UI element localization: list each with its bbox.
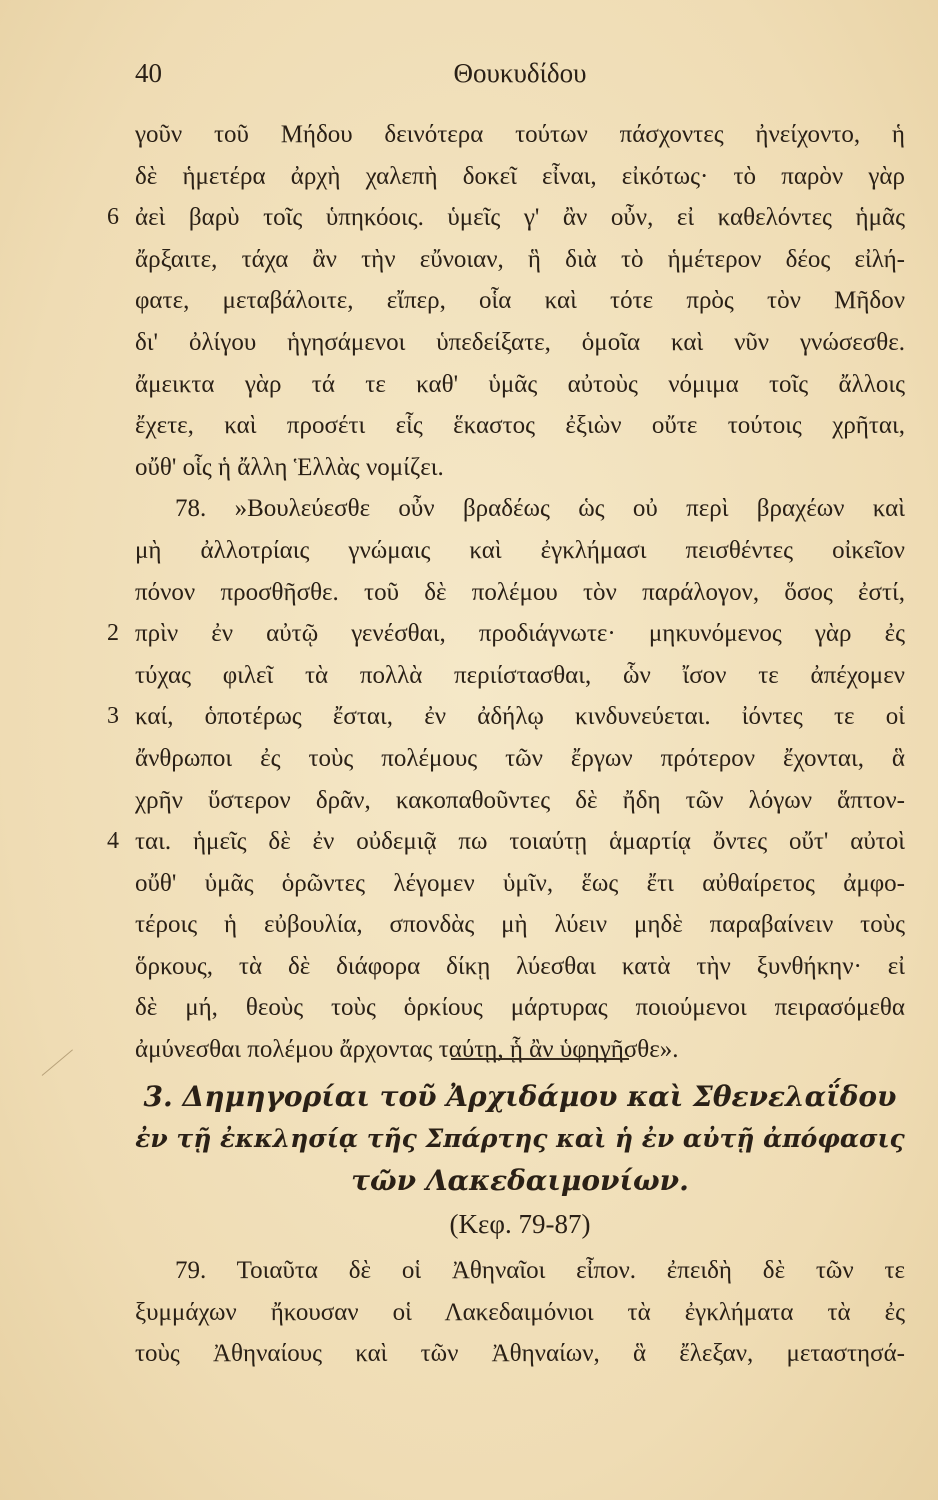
text-line [135,738,905,780]
line-text: οὔθ' ὑμᾶς ὁρῶντες λέγομεν ὑμῖν, ἕως ἔτι αὐθαίρετος ἀμφο- [135,869,905,897]
line-text: δὲ ἡμετέρα ἀρχὴ χαλεπὴ δοκεῖ εἶναι, εἰκότως· τὸ παρὸν γὰρ [135,162,905,190]
running-title: Θουκυδίδου [453,58,587,88]
text-line [107,696,905,738]
line-text: τέροις ἡ εὐβουλία, σπονδὰς μὴ λύειν μηδὲ παραβαίνειν τοὺς [135,911,905,939]
line-text: γοῦν τοῦ Μήδου δεινότερα τούτων πάσχοντες ἠνείχοντο, ἡ [135,121,905,148]
text-line [135,1292,905,1334]
text-line [135,1250,905,1292]
page-number: 40 [135,58,162,88]
text-line [135,863,905,905]
text-line [107,613,905,655]
line-text: φατε, μεταβάλοιτε, εἴπερ, οἷα καὶ τότε πρὸς τὸν Μῆδον [135,287,905,315]
line-text: οὔθ' οἷς ἡ ἄλλη Ἑλλὰς νομίζει. [135,453,444,481]
line-text: 79. Τοιαῦτα δὲ οἱ Ἀθηναῖοι εἶπον. ἐπειδὴ δὲ τῶν τε [175,1257,905,1284]
text-line [135,322,905,364]
text-line [135,946,905,988]
margin-section-number: 3 [107,703,119,730]
text-block-1 [107,114,905,1071]
line-text: τύχας φιλεῖ τὰ πολλὰ περιίστασθαι, ὧν ἴσον τε ἀπέχομεν [135,661,905,689]
line-text: ὅρκους, τὰ δὲ διάφορα δίκῃ λύεσθαι κατὰ τὴν ξυνθήκην· εἰ [135,952,905,980]
margin-section-number: 4 [107,828,119,855]
section-divider [451,1058,629,1060]
text-line [135,239,905,281]
line-text: καί, ὁποτέρως ἔσται, ἐν ἀδήλῳ κινδυνεύεται. ἰόντες τε οἱ [135,703,905,731]
text-line [135,655,905,697]
line-text: ἄνθρωποι ἐς τοὺς πολέμους τῶν ἔργων πρότερον ἔχονται, ἃ [135,744,905,772]
text-line [135,780,905,822]
line-text: ἔχετε, καὶ προσέτι εἷς ἕκαστος ἐξιὼν οὔτε τούτοις χρῆται, [135,412,905,440]
line-text: πρὶν ἐν αὐτῷ γενέσθαι, προδιάγνωτε· μηκυνόμενος γὰρ ἐς [135,620,905,648]
line-text: ται. ἡμεῖς δὲ ἐν οὐδεμιᾷ πω τοιαύτῃ ἁμαρτίᾳ ὄντες οὔτ' αὐτοὶ [135,828,905,856]
text-line [107,197,905,239]
line-text: ξυμμάχων ἤκουσαν οἱ Λακεδαιμόνιοι τὰ ἐγκλήματα τὰ ἐς [135,1298,905,1326]
section-heading [135,1076,905,1246]
text-line [135,1333,905,1375]
page-header [135,58,905,98]
text-line [135,488,905,530]
line-text: 78. »Βουλεύεσθε οὖν βραδέως ὡς οὐ περὶ βραχέων καὶ [175,495,905,523]
text-line [135,447,905,489]
line-text: ἄμεικτα γὰρ τά τε καθ' ὑμᾶς αὐτοὺς νόμιμα τοῖς ἄλλοις [135,370,905,398]
text-line [135,364,905,406]
margin-section-number: 2 [107,620,119,647]
text-line [135,156,905,198]
text-line [135,530,905,572]
text-line [135,904,905,946]
text-block-2 [135,1250,905,1375]
text-line [107,821,905,863]
text-line [135,114,905,156]
line-text: πόνον προσθῆσθε. τοῦ δὲ πολέμου τὸν παράλογον, ὅσος ἐστί, [135,578,905,606]
line-text: τοὺς Ἀθηναίους καὶ τῶν Ἀθηναίων, ἃ ἔλεξαν, μεταστησά- [135,1340,905,1368]
line-text: ἄρξαιτε, τάχα ἂν τὴν εὔνοιαν, ἣ διὰ τὸ ἡμέτερον δέος εἰλή- [135,245,905,273]
heading-line: ἐν τῇ ἐκκλησίᾳ τῆς Σπάρτης καὶ ἡ ἐν αὐτῇ ἀπόφασις [135,1124,905,1153]
line-text: δὲ μή, θεοὺς τοὺς ὁρκίους μάρτυρας ποιούμενοι πειρασόμεθα [135,994,905,1022]
line-text: ἀεὶ βαρὺ τοῖς ὑπηκόοις. ὑμεῖς γ' ἂν οὖν, εἰ καθελόντες ἡμᾶς [135,204,905,232]
line-text: χρῆν ὕστερον δρᾶν, κακοπαθοῦντες δὲ ἤδη τῶν λόγων ἅπτον- [135,786,905,814]
text-line [135,405,905,447]
line-text: μὴ ἀλλοτρίαις γνώμαις καὶ ἐγκλήμασι πεισθέντες οἰκεῖον [135,536,905,564]
heading-line: 3. Δημηγορίαι τοῦ Ἀρχιδάμου καὶ Σθενελαΐδου [143,1080,897,1113]
chapter-range: (Κεφ. 79-87) [449,1209,591,1239]
text-line [135,1029,905,1071]
paper-crease [42,1049,73,1075]
text-line [135,987,905,1029]
text-line [135,280,905,322]
heading-line: τῶν Λακεδαιμονίων. [351,1164,689,1197]
text-line [135,572,905,614]
line-text: δι' ὀλίγου ἡγησάμενοι ὑπεδείξατε, ὁμοῖα καὶ νῦν γνώσεσθε. [135,328,905,356]
margin-section-number: 6 [107,204,119,231]
line-text: ἀμύνεσθαι πολέμου ἄρχοντας ταύτῃ, ᾗ ἂν ὑφηγῆσθε». [135,1036,679,1064]
